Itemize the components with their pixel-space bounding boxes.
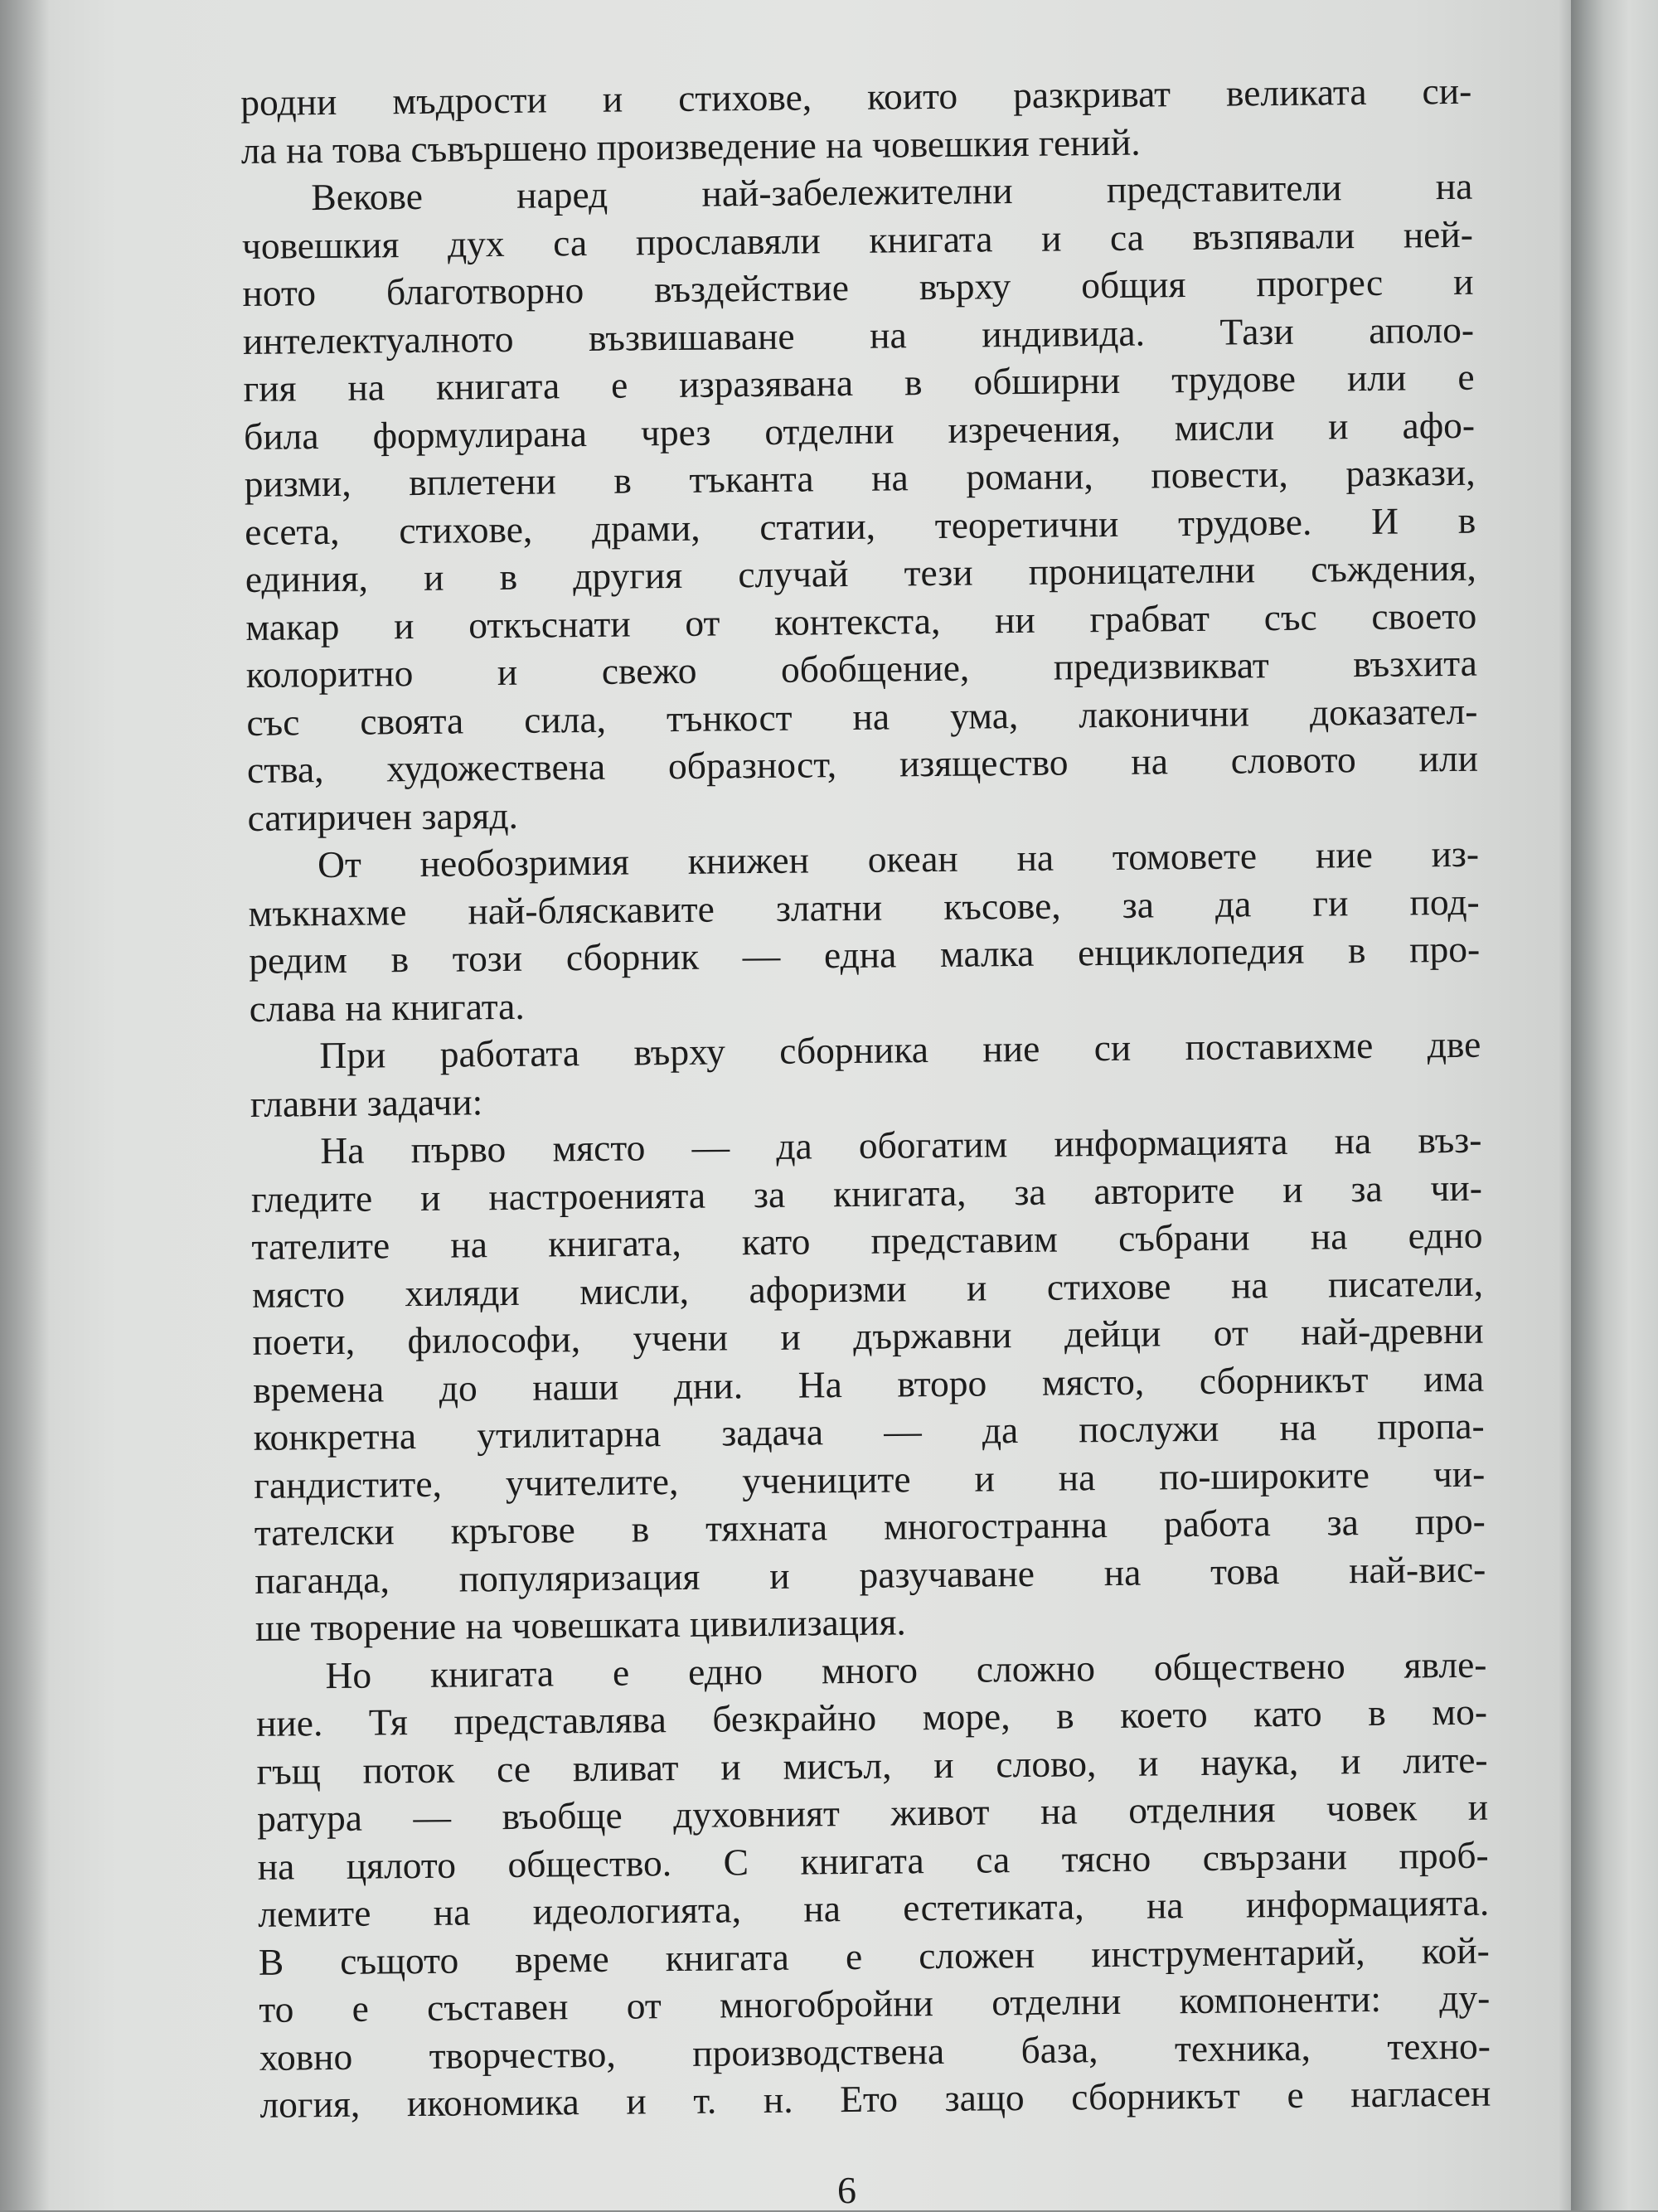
text-line: Но книгата е едно много сложно обществено явле-	[325, 1642, 1487, 1696]
text-line: ла на това съвършено произведение на човешкия гений.	[240, 120, 1141, 172]
text-line: редим в този сборник — една малка енциклопедия в про-	[248, 927, 1481, 982]
text-line: Векове наред най-забележителни представители на	[311, 164, 1473, 219]
text-line: От необозримия книжен океан на томовете ние из-	[317, 832, 1480, 886]
text-line: ризми, вплетени в тъканта на романи, повести, разкази,	[244, 450, 1476, 505]
text-line: интелектуалното възвишаване на индивида. Тази аполо-	[242, 308, 1475, 362]
text-line: На първо място — да обогатим информацията на въз-	[320, 1118, 1482, 1172]
text-line: гледите и настроенията за книгата, за авторите и за чи-	[250, 1166, 1483, 1220]
text-line: сатиричен заряд.	[247, 793, 519, 839]
text-line: тателите на книгата, като представим събрани на едно	[251, 1213, 1483, 1268]
text-line: била формулирана чрез отделни изречения, мисли и афо-	[243, 403, 1476, 458]
text-line: мъкнахме най-бляскавите златни късове, за да ги под-	[248, 880, 1480, 934]
text-line: единия, и в другия случай тези проницателни съждения,	[245, 546, 1476, 600]
text-line: конкретна утилитарна задача — да послужи на пропа-	[253, 1404, 1485, 1458]
body-text	[240, 67, 1491, 2129]
text-line: тателски кръгове в тяхната многостранна работа за про-	[254, 1499, 1486, 1554]
text-line: поети, философи, учени и държавни дейци от най-древни	[252, 1308, 1484, 1363]
text-line: то е съставен от многобройни отделни компоненти: ду-	[259, 1976, 1491, 2030]
text-line: ратура — въобще духовният живот на отделния човек и	[256, 1785, 1489, 1840]
text-line: ние. Тя представлява безкрайно море, в което като в мо-	[255, 1690, 1488, 1744]
text-line: място хиляди мисли, афоризми и стихове на писатели,	[251, 1261, 1484, 1316]
text-line: гия на книгата е изразявана в обширни трудове или е	[243, 355, 1475, 410]
text-line: При работата върху сборника ние си поставихме две	[319, 1022, 1481, 1077]
text-line: на цялото общество. С книгата са тясно свързани проб-	[257, 1833, 1489, 1888]
text-line: времена до наши дни. На второ място, сборникът има	[252, 1356, 1485, 1411]
text-line: ше творение на човешката цивилизация.	[255, 1600, 906, 1649]
page-shadow-left	[0, 0, 50, 2210]
text-line: В същото време книгата е сложен инструментарий, кой-	[258, 1928, 1490, 1983]
text-line: лемите на идеологията, на естетиката, на информацията.	[258, 1880, 1490, 1935]
next-page-edge	[1571, 0, 1658, 2210]
page-number: 6	[837, 2169, 856, 2211]
text-line: главни задачи:	[250, 1079, 483, 1125]
text-line: слава на книгата.	[249, 984, 525, 1030]
text-line: макар и откъснати от контекста, ни грабват със своето	[245, 594, 1477, 648]
text-line: гандистите, учителите, учениците и на по-широките чи-	[254, 1452, 1486, 1506]
text-line: есета, стихове, драми, статии, теоретични трудове. И в	[244, 498, 1476, 553]
text-line: ното благотворно въздействие върху общия прогрес и	[242, 260, 1474, 314]
text-line: родни мъдрости и стихове, които разкриват великата си-	[240, 69, 1472, 124]
text-line: гъщ поток се вливат и мисъл, и слово, и наука, и лите-	[256, 1738, 1488, 1792]
text-line: паганда, популяризация и разучаване на това най-вис-	[255, 1547, 1486, 1602]
text-line: със своята сила, тънкост на ума, лаконични доказател-	[246, 689, 1478, 744]
text-line: човешкия дух са прославяли книгата и са възпявали ней-	[241, 212, 1474, 267]
text-line: ства, художествена образност, изящество на словото или	[246, 736, 1479, 791]
text-line: колоритно и свежо обобщение, предизвикват възхита	[245, 641, 1478, 696]
text-line: логия, икономика и т. н. Ето защо сборникът е нагласен	[259, 2071, 1491, 2126]
text-line: ховно творчество, производствена база, техника, техно-	[259, 2024, 1491, 2079]
